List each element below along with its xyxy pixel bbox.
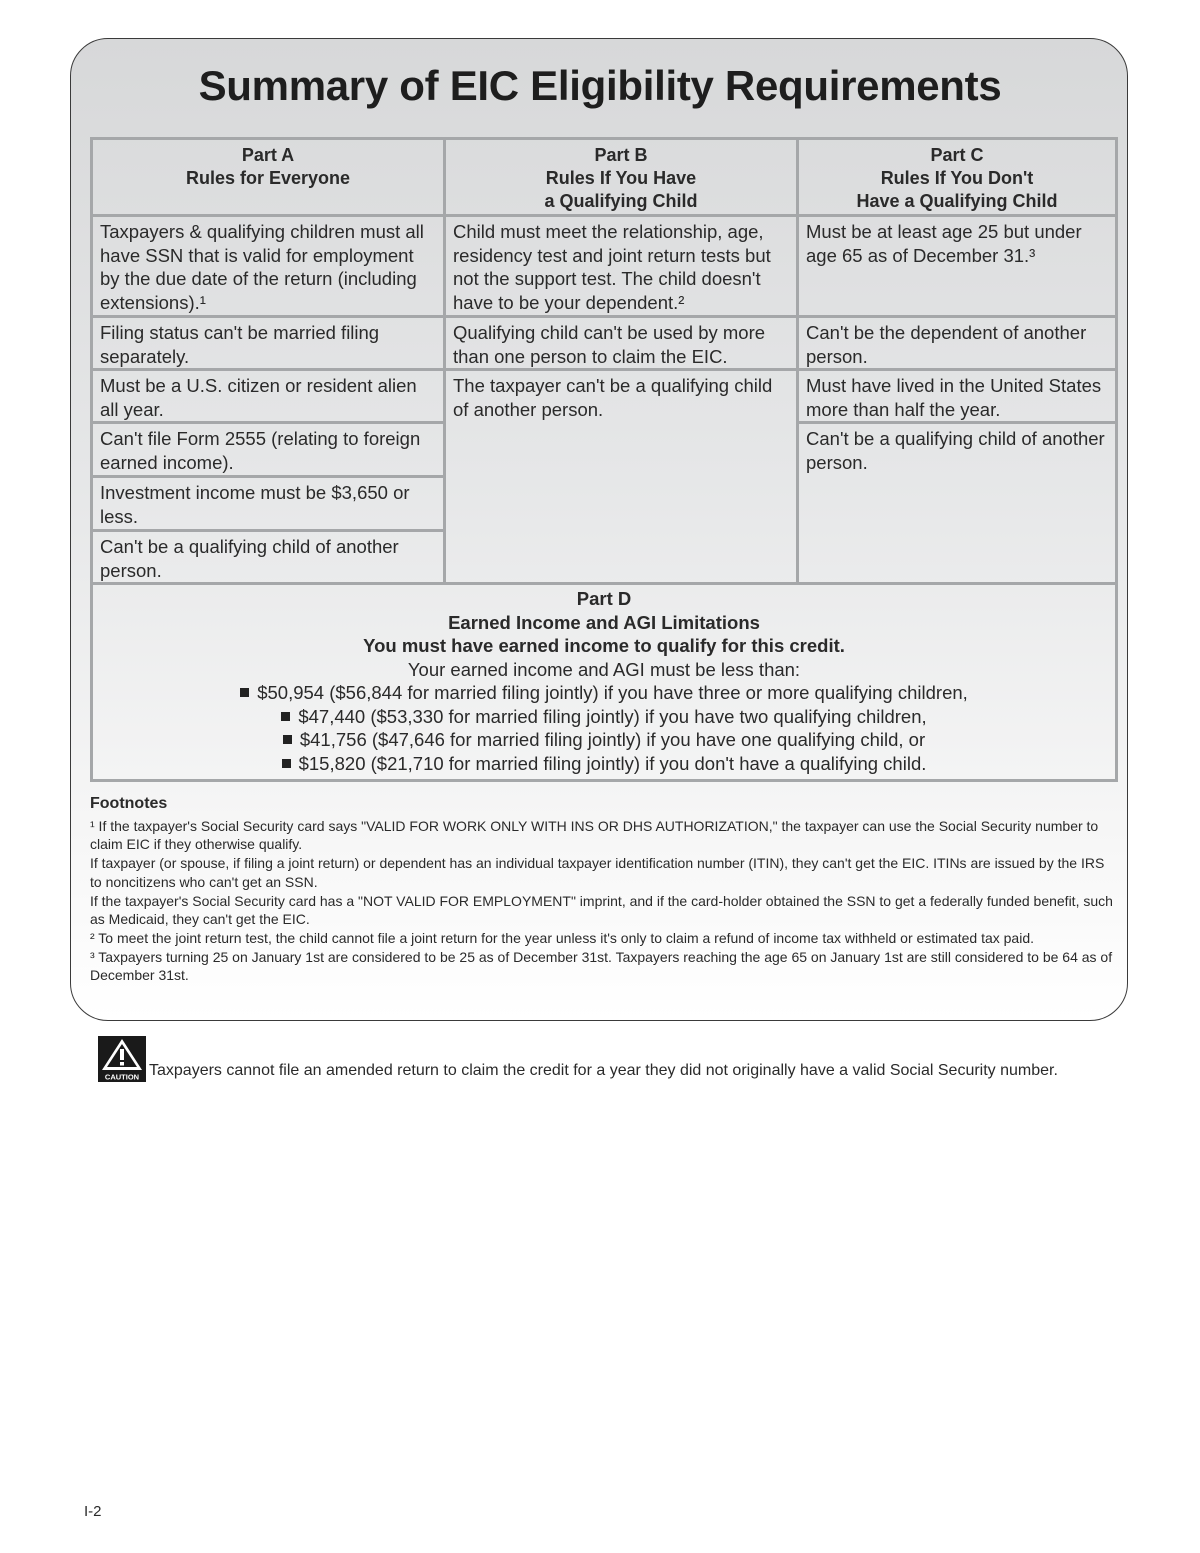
- part-a-header: [92, 139, 445, 216]
- limit-item: [100, 728, 1108, 752]
- part-b-header: [445, 139, 798, 216]
- caution-text: Taxpayers cannot file an amended return to claim the credit for a year they did not originally have a valid Social Security number.: [149, 1062, 1058, 1079]
- warning-triangle-icon: [98, 1036, 146, 1082]
- bullet-square-icon: [240, 688, 249, 697]
- part-b-rule-2: Qualifying child can't be used by more than one person to claim the EIC.: [445, 317, 798, 370]
- part-a-subheading: Rules for Everyone: [185, 168, 351, 188]
- part-a-rule-1: Taxpayers & qualifying children must all have SSN that is valid for employment by the due date of the return (including extensions).¹: [92, 216, 445, 317]
- eligibility-table: [90, 137, 1118, 782]
- footnote-item: If the taxpayer's Social Security card has a "NOT VALID FOR EMPLOYMENT" imprint, and if the card-holder obtained the SSN to get a federally funded benefit, such as Medicaid, they can't get the EIC.: [90, 892, 1113, 928]
- limit-text: $15,820 ($21,710 for married filing jointly) if you don't have a qualifying child.: [298, 752, 927, 774]
- limit-text: $50,954 ($56,844 for married filing jointly) if you have three or more qualifying children,: [257, 682, 968, 703]
- limit-item: [100, 681, 1108, 705]
- table-row: [92, 216, 1117, 317]
- part-c-subheading-line1: Rules If You Don't: [880, 168, 1034, 188]
- part-b-heading: Part B: [594, 145, 648, 165]
- part-b-rule-1: Child must meet the relationship, age, residency test and joint return tests but not the support test. The child doesn't have to be your dependent.²: [445, 216, 798, 317]
- part-b-subheading-line2: a Qualifying Child: [544, 191, 698, 211]
- part-a-rule-3: Must be a U.S. citizen or resident alien all year.: [92, 370, 445, 423]
- part-c-subheading-line2: Have a Qualifying Child: [856, 191, 1058, 211]
- table-row: [92, 317, 1117, 370]
- part-c-rule-3: Must have lived in the United States more than half the year.: [798, 370, 1117, 423]
- caution-note: [98, 1036, 1098, 1082]
- footnote-item: ¹ If the taxpayer's Social Security card says "VALID FOR WORK ONLY WITH INS OR DHS AUTHORIZATION," the taxpayer can use the Social Security number to claim EIC if they otherwise qualify.: [90, 817, 1099, 853]
- part-c-heading: Part C: [930, 145, 984, 165]
- part-c-header: [798, 139, 1117, 216]
- caution-icon-label: CAUTION: [104, 1072, 140, 1082]
- footnote-item: ² To meet the joint return test, the child cannot file a joint return for the year unless it's only to claim a refund of income tax withheld or estimated tax paid.: [90, 929, 1035, 946]
- limit-item: [100, 705, 1108, 729]
- part-d-heading: Part D: [576, 588, 632, 609]
- part-b-rule-3: The taxpayer can't be a qualifying child of another person.: [445, 370, 798, 584]
- part-a-rule-4: Can't file Form 2555 (relating to foreign earned income).: [92, 423, 445, 477]
- part-d-cell: [92, 584, 1117, 781]
- bullet-square-icon: [282, 759, 291, 768]
- bullet-square-icon: [281, 712, 290, 721]
- part-a-rule-2: Filing status can't be married filing separately.: [92, 317, 445, 370]
- part-c-rule-4: Can't be a qualifying child of another person.: [798, 423, 1117, 584]
- page-number: I-2: [84, 1503, 102, 1520]
- part-c-rule-2: Can't be the dependent of another person.: [798, 317, 1117, 370]
- caution-icon: [98, 1036, 146, 1082]
- part-d-subheading: Earned Income and AGI Limitations: [448, 611, 760, 633]
- part-d-row: [92, 584, 1117, 781]
- limit-item: [100, 752, 1108, 776]
- part-a-rule-5: Investment income must be $3,650 or less.: [92, 477, 445, 531]
- part-a-heading: Part A: [241, 145, 295, 165]
- footnotes: [90, 795, 1115, 985]
- part-d-emphasis: You must have earned income to qualify for this credit.: [363, 635, 845, 656]
- limit-text: $47,440 ($53,330 for married filing jointly) if you have two qualifying children,: [298, 705, 927, 727]
- table-row: [92, 370, 1117, 423]
- footnotes-heading: Footnotes: [90, 795, 168, 812]
- footnote-item: ³ Taxpayers turning 25 on January 1st are considered to be 25 as of December 31st. Taxpayers reaching the age 65 on January 1st are still considered to be 64 as of December 31st.: [90, 948, 1113, 984]
- page-title: Summary of EIC Eligibility Requirements: [198, 62, 1002, 109]
- footnote-item: If taxpayer (or spouse, if filing a joint return) or dependent has an individual taxpayer identification number (ITIN), they can't get the EIC. ITINs are issued by the IRS to noncitizens who can't get an SSN.: [90, 855, 1105, 890]
- part-d-intro: Your earned income and AGI must be less than:: [407, 658, 801, 680]
- table-header-row: [92, 139, 1117, 216]
- part-a-rule-6: Can't be a qualifying child of another person.: [92, 531, 445, 584]
- part-c-rule-1: Must be at least age 25 but under age 65 as of December 31.³: [798, 216, 1117, 317]
- bullet-square-icon: [283, 735, 292, 744]
- limit-text: $41,756 ($47,646 for married filing jointly) if you have one qualifying child, or: [299, 729, 926, 750]
- part-b-subheading-line1: Rules If You Have: [545, 168, 697, 188]
